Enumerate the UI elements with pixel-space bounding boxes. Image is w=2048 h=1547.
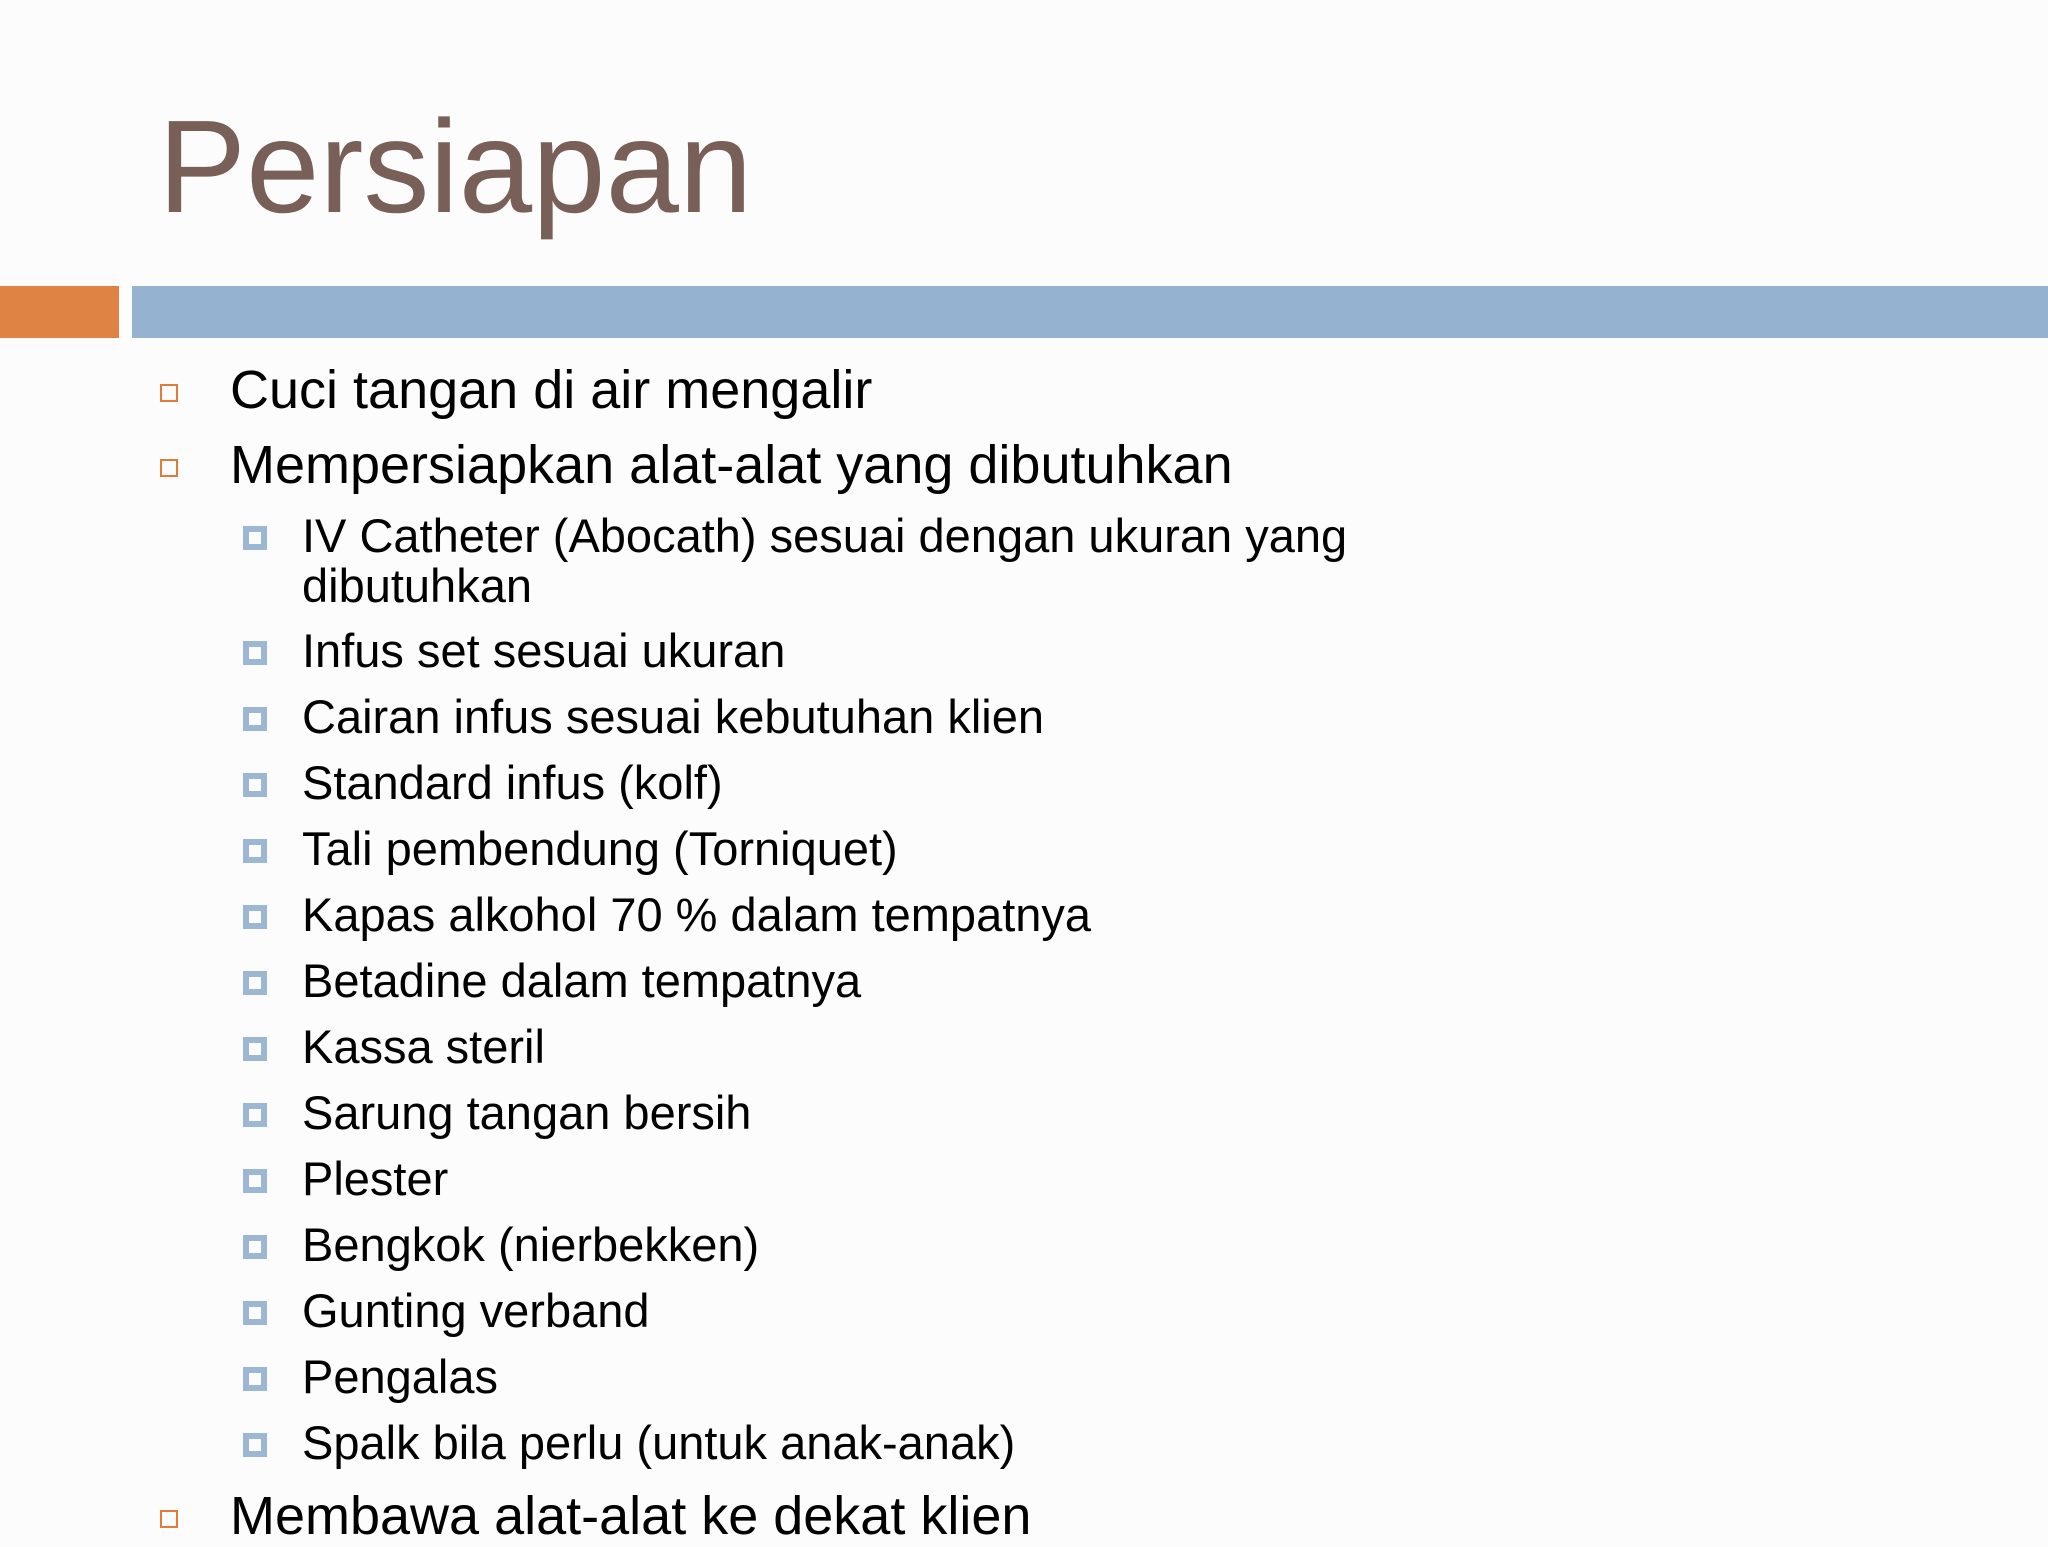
- framed-square-icon: [243, 1235, 267, 1259]
- framed-square-icon: [243, 1367, 267, 1391]
- bullet-text: Cuci tangan di air mengalir: [230, 360, 873, 420]
- framed-square-icon: [243, 905, 267, 929]
- framed-square-icon: [243, 773, 267, 797]
- sub-bullet-text: Standard infus (kolf): [302, 756, 723, 809]
- framed-square-icon: [243, 1103, 267, 1127]
- sub-bullet-text: [302, 511, 1347, 611]
- framed-square-icon: [243, 1433, 267, 1457]
- bullet-text: Mempersiapkan alat-alat yang dibutuhkan: [230, 435, 1233, 495]
- sub-bullet-line: IV Catheter (Abocath) sesuai dengan ukuran yang: [302, 509, 1348, 562]
- sub-bullet-text: Infus set sesuai ukuran: [302, 624, 786, 677]
- slide-title: Persiapan: [158, 93, 753, 240]
- sub-bullet-text: Spalk bila perlu (untuk anak-anak): [302, 1416, 1016, 1469]
- sub-bullet-text: Tali pembendung (Torniquet): [302, 822, 898, 875]
- framed-square-icon: [243, 839, 267, 863]
- framed-square-icon: [243, 641, 267, 665]
- framed-square-icon: [243, 971, 267, 995]
- framed-square-icon: [243, 707, 267, 731]
- sub-bullet-text: Kapas alkohol 70 % dalam tempatnya: [302, 888, 1092, 941]
- sub-bullet-text: Betadine dalam tempatnya: [302, 954, 862, 1007]
- sub-bullet-text: Pengalas: [302, 1350, 498, 1403]
- hollow-square-icon: [160, 384, 178, 402]
- sub-bullet-text: Gunting verband: [302, 1284, 650, 1337]
- framed-square-icon: [243, 526, 267, 550]
- sub-bullet-text: Sarung tangan bersih: [302, 1086, 752, 1139]
- bullet-text: Membawa alat-alat ke dekat klien: [230, 1486, 1032, 1546]
- sub-bullet-text: Cairan infus sesuai kebutuhan klien: [302, 690, 1045, 743]
- sub-bullet-line: dibutuhkan: [302, 559, 532, 612]
- hollow-square-icon: [160, 1510, 178, 1528]
- framed-square-icon: [243, 1301, 267, 1325]
- sub-bullet-text: Bengkok (nierbekken): [302, 1218, 760, 1271]
- framed-square-icon: [243, 1169, 267, 1193]
- sub-bullet-text: Plester: [302, 1152, 449, 1205]
- framed-square-icon: [243, 1037, 267, 1061]
- sub-bullet-text: Kassa steril: [302, 1020, 545, 1073]
- hollow-square-icon: [160, 459, 178, 477]
